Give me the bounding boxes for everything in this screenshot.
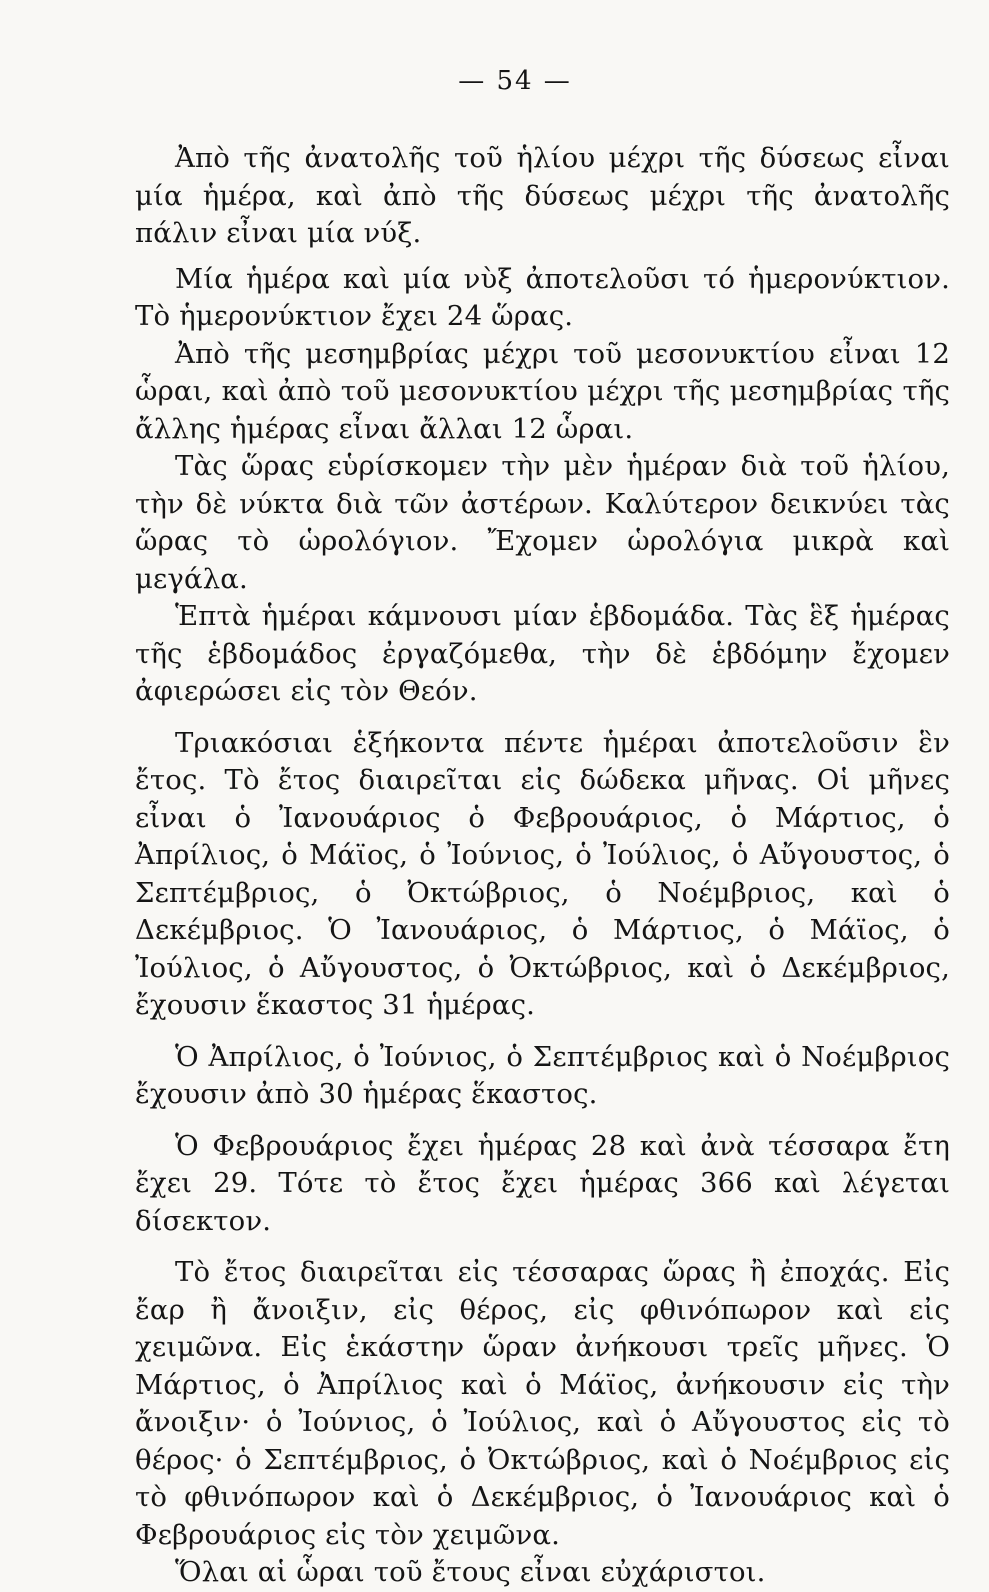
paragraph-day-night: Ἀπὸ τῆς ἀνατολῆς τοῦ ἡλίου μέχρι τῆς δύσεως εἶναι μία ἡμέρα, καὶ ἀπὸ τῆς δύσεως μέχρι τῆς ἀνατολῆς πάλιν εἶναι μία νύξ. — [135, 142, 950, 249]
paragraph-thirty-days: Ὁ Ἀπρίλιος, ὁ Ἰούνιος, ὁ Σεπτέμβριος καὶ ὁ Νοέμβριος ἔχουσιν ἀπὸ 30 ἡμέρας ἕκαστος. — [135, 1040, 950, 1110]
paragraph-nychthemeron: Μία ἡμέρα καὶ μία νὺξ ἀποτελοῦσι τό ἡμερονύκτιον. Τὸ ἡμερονύκτιον ἔχει 24 ὥρας. — [135, 262, 950, 332]
paragraph-seasons: Τὸ ἔτος διαιρεῖται εἰς τέσσαρας ὥρας ἢ ἐποχάς. Εἰς ἔαρ ἢ ἄνοιξιν, εἰς θέρος, εἰς φθινόπωρον καὶ εἰς χειμῶνα. Εἰς ἑκάστην ὥραν ἀνήκουσι τρεῖς μῆνες. Ὁ Μάρτιος, ὁ Ἀπρίλιος καὶ ὁ Μάϊος, ἀνήκουσιν εἰς τὴν ἄνοιξιν· ὁ Ἰούνιος, ὁ Ἰούλιος, καὶ ὁ Αὔγουστος εἰς τὸ θέρος· ὁ Σεπτέμβριος, ὁ Ὀκτώβριος, καὶ ὁ Νοέμβριος εἰς τὸ φθινόπωρον καὶ ὁ Δεκέμβριος, ὁ Ἰανουάριος καὶ ὁ Φεβρουάριος εἰς τὸν χειμῶνα. — [135, 1256, 950, 1551]
paragraph-months: Τριακόσιαι ἑξήκοντα πέντε ἡμέραι ἀποτελοῦσιν ἓν ἔτος. Τὸ ἔτος διαιρεῖται εἰς δώδεκα μῆνας. Οἱ μῆνες εἶναι ὁ Ἰανουάριος ὁ Φεβρουάριος, ὁ Μάρτιος, ὁ Ἀπρίλιος, ὁ Μάϊος, ὁ Ἰούνιος, ὁ Ἰούλιος, ὁ Αὔγουστος, ὁ Σεπτέμβριος, ὁ Ὀκτώβριος, ὁ Νοέμβριος, καὶ ὁ Δεκέμβριος. Ὁ Ἰανουάριος, ὁ Μάρτιος, ὁ Μάϊος, ὁ Ἰούλιος, ὁ Αὔγουστος, ὁ Ὀκτώβριος, καὶ ὁ Δεκέμβριος, ἔχουσιν ἕκαστος 31 ἡμέρας. — [135, 726, 950, 1021]
paragraph-clocks: Τὰς ὥρας εὑρίσκομεν τὴν μὲν ἡμέραν διὰ τοῦ ἡλίου, τὴν δὲ νύκτα διὰ τῶν ἀστέρων. Καλύτερον δεικνύει τὰς ὥρας τὸ ὡρολόγιον. Ἔχομεν ὡρολόγια μικρὰ καὶ μεγάλα. — [135, 450, 950, 595]
body-text — [135, 140, 950, 1592]
paragraph-hours: Ἀπὸ τῆς μεσημβρίας μέχρι τοῦ μεσονυκτίου εἶναι 12 ὧραι, καὶ ἀπὸ τοῦ μεσονυκτίου μέχρι τῆς μεσημβρίας τῆς ἄλλης ἡμέρας εἶναι ἄλλαι 12 ὧραι. — [135, 337, 950, 445]
page-number: — 54 — — [458, 66, 572, 96]
paragraph-week: Ἑπτὰ ἡμέραι κάμνουσι μίαν ἑβδομάδα. Τὰς ἓξ ἡμέρας τῆς ἑβδομάδος ἐργαζόμεθα, τὴν δὲ ἑβδόμην ἔχομεν ἀφιερώσει εἰς τὸν Θεόν. — [135, 600, 950, 707]
paragraph-february: Ὁ Φεβρουάριος ἔχει ἡμέρας 28 καὶ ἀνὰ τέσσαρα ἔτη ἔχει 29. Τότε τὸ ἔτος ἔχει ἡμέρας 366 καὶ λέγεται δίσεκτον. — [135, 1129, 950, 1237]
paragraph-closing: Ὅλαι αἱ ὧραι τοῦ ἔτους εἶναι εὐχάριστοι. — [175, 1556, 766, 1588]
